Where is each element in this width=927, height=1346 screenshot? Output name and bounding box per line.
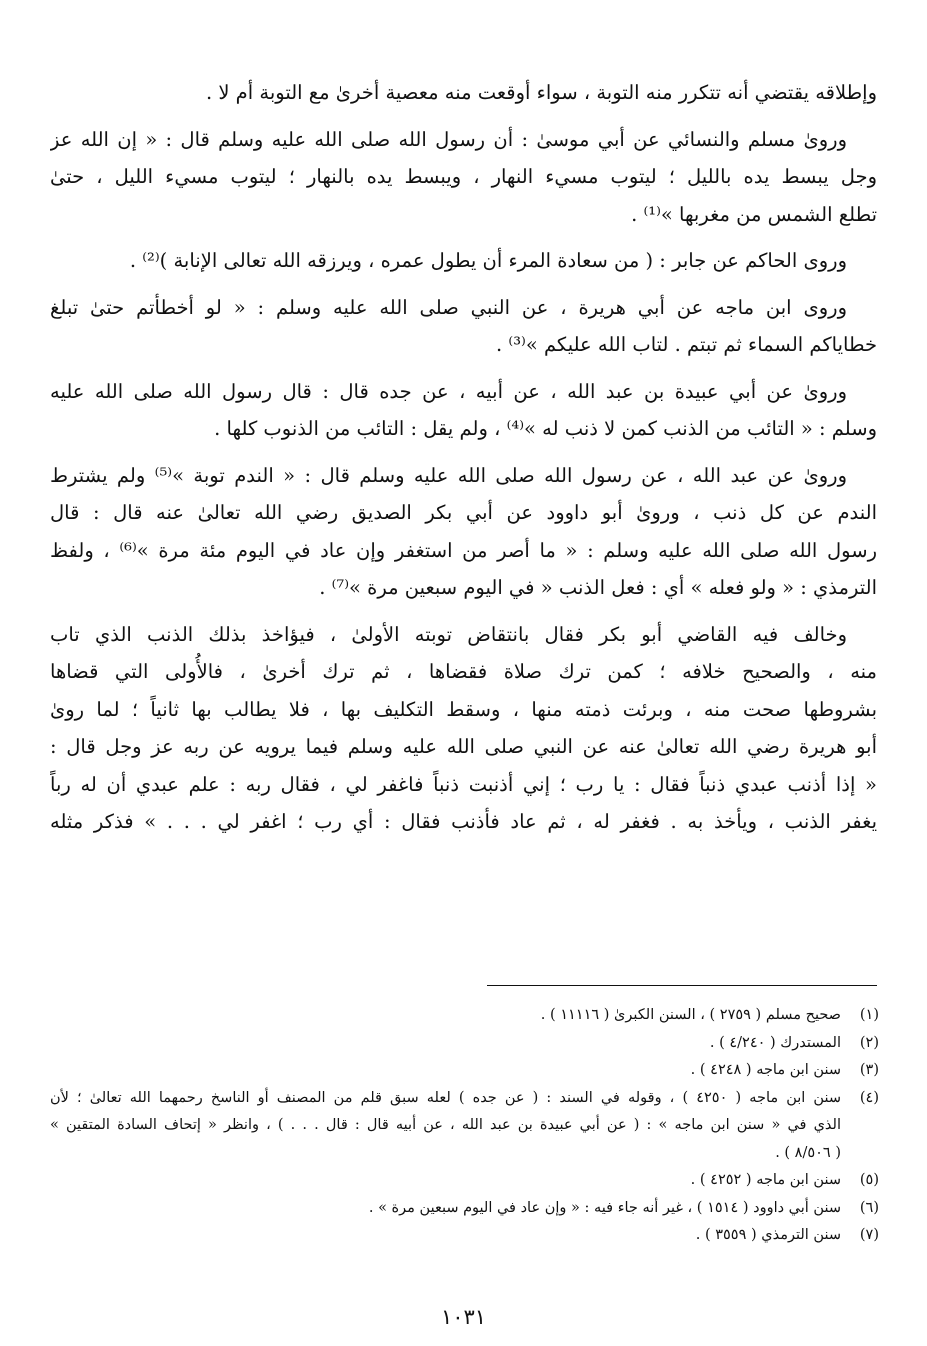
text-line: أبو هريرة رضي الله تعالىٰ عنه عن النبي صلى الله عليه وسلم فيما يرويه عن ربه عز وجل قال :: [50, 735, 877, 758]
paragraph: [50, 289, 877, 364]
footnote-text: ( ٨/٥٠٦ ) .: [775, 1144, 841, 1161]
footnotes: [50, 1002, 879, 1250]
footnote-number: (٣): [859, 1062, 879, 1078]
footnote-number: (٤): [859, 1089, 879, 1106]
footnote: [50, 1222, 879, 1250]
footnote-text: سنن ابن ماجه ( ٤٢٤٨ ) .: [690, 1062, 841, 1078]
footnote: [50, 1195, 879, 1223]
footnote-number: (٢): [859, 1034, 879, 1051]
footnote-text: سنن ابن ماجه ( ٤٢٥٠ ) ، وقوله في السند : ( عن جده ) لعله سبق قلم من المصنف أو الناسخ رحمهما الله تعالىٰ ؛ لأن: [50, 1089, 841, 1106]
footnote-text: سنن ابن ماجه ( ٤٢٥٢ ) .: [690, 1172, 841, 1188]
footnote-text: سنن أبي داوود ( ١٥١٤ ) ، غير أنه جاء فيه : « وإن عاد في اليوم سبعين مرة » .: [368, 1199, 841, 1216]
footnote-text: سنن الترمذي ( ٣٥٥٩ ) .: [695, 1227, 841, 1243]
text-line: « إذا أذنب عبدي ذنباً فقال : يا رب ؛ إني أذنبت ذنباً فاغفر لي ، فقال ربه : علم عبدي أن له رباً: [50, 772, 877, 796]
text-line: وجل يبسط يده بالليل ؛ ليتوب مسيء النهار ، ويبسط يده بالنهار ؛ ليتوب مسيء الليل ، حتىٰ: [50, 165, 877, 188]
text-line: ورویٰ عن أبي عبيدة بن عبد الله ، عن أبيه ، عن جده قال : قال رسول الله صلى الله عليه: [50, 379, 847, 403]
text-line: بشروطها صحت منه ، وبرئت ذمته منها ، وسقط التكليف بها ، فلا يطالب بها ثانياً ؛ لما روىٰ: [50, 697, 877, 721]
text-line: رسول الله صلى الله عليه وسلم : « ما أصر من استغفر وإن عاد في اليوم مئة مرة »⁽⁶⁾ ، ولفظ: [50, 538, 877, 562]
footnote-number: (٦): [859, 1199, 879, 1216]
text-line: تطلع الشمس من مغربها »⁽¹⁾ .: [631, 202, 877, 226]
text-line: وخالف فيه القاضي أبو بكر فقال بانتقاض توبته الأولىٰ ، فيؤاخذ بذلك الذنب الذي تاب: [50, 622, 847, 646]
footnote-number: (٧): [859, 1227, 879, 1243]
text-line: وروى الحاكم عن جابر : ( من سعادة المرء أن يطول عمره ، ويرزقه الله تعالى الإنابة )⁽²⁾ .: [129, 249, 847, 272]
paragraph: [50, 457, 877, 607]
footnote: [50, 1030, 879, 1058]
text-line: ورویٰ عن عبد الله ، عن رسول الله صلى الله عليه وسلم قال : « الندم توبة »⁽⁵⁾ ولم يشترط: [50, 463, 848, 487]
footnote-text: صحيح مسلم ( ٢٧٥٩ ) ، السنن الكبرىٰ ( ١١١١٦ ) .: [540, 1007, 841, 1023]
footnote-text: الذي في « سنن ابن ماجه » : ( عن أبي عبيدة بن عبد الله ، عن أبيه قال : قال . . . ) ، وانظر « إتحاف السادة المتقين »: [50, 1117, 841, 1133]
text-line: وسلم : « التائب من الذنب كمن لا ذنب له »⁽⁴⁾ ، ولم يقل : التائب من الذنوب كلها .: [214, 417, 877, 440]
footnote: [50, 1167, 879, 1195]
text-line: يغفر الذنب ، ويأخذ به . فغفر له ، ثم عاد فأذنب فقال : أي رب ؛ اغفر لي . . . » فذكر مثله: [50, 810, 877, 833]
text-line: ورویٰ مسلم والنسائي عن أبي موسىٰ : أن رسول الله صلى الله عليه وسلم قال : « إن الله عز: [50, 127, 847, 151]
footnote-separator: [487, 985, 877, 986]
paragraph: [50, 373, 877, 448]
footnote-number: (١): [859, 1007, 879, 1023]
footnote: [50, 1002, 879, 1030]
footnote-number: (٥): [859, 1172, 879, 1188]
text-line: منه ، والصحيح خلافه ؛ كمن ترك صلاة فقضاها ، ثم ترك أخرىٰ ، فالأُولى التي قضاها: [50, 660, 877, 683]
page-number: ١٠٣١: [440, 1305, 487, 1329]
footnote: [50, 1085, 879, 1168]
text-line: وروى ابن ماجه عن أبي هريرة ، عن النبي صلى الله عليه وسلم : « لو أخطأتم حتىٰ تبلغ: [50, 295, 847, 319]
text-line: الندم عن كل ذنب ، وروىٰ أبو داوود عن أبي بكر الصديق رضي الله تعالىٰ عنه قال : قال: [50, 501, 877, 524]
paragraph: [50, 121, 877, 234]
text-line: خطاياكم السماء ثم تبتم . لتاب الله عليكم »⁽³⁾ .: [496, 333, 877, 356]
text-line: الترمذي : « ولو فعله » أي : فعل الذنب « في اليوم سبعين مرة »⁽⁷⁾ .: [319, 576, 877, 599]
footnote-text: المستدرك ( ٤/٢٤٠ ) .: [709, 1034, 841, 1051]
text-line: وإطلاقه يقتضي أنه تتكرر منه التوبة ، سواء أوقعت منه معصية أخرىٰ مع التوبة أم لا .: [205, 81, 877, 104]
main-text: [50, 74, 877, 850]
paragraph: [50, 242, 877, 280]
footnote: [50, 1057, 879, 1085]
paragraph: [50, 74, 877, 112]
paragraph: [50, 616, 877, 841]
